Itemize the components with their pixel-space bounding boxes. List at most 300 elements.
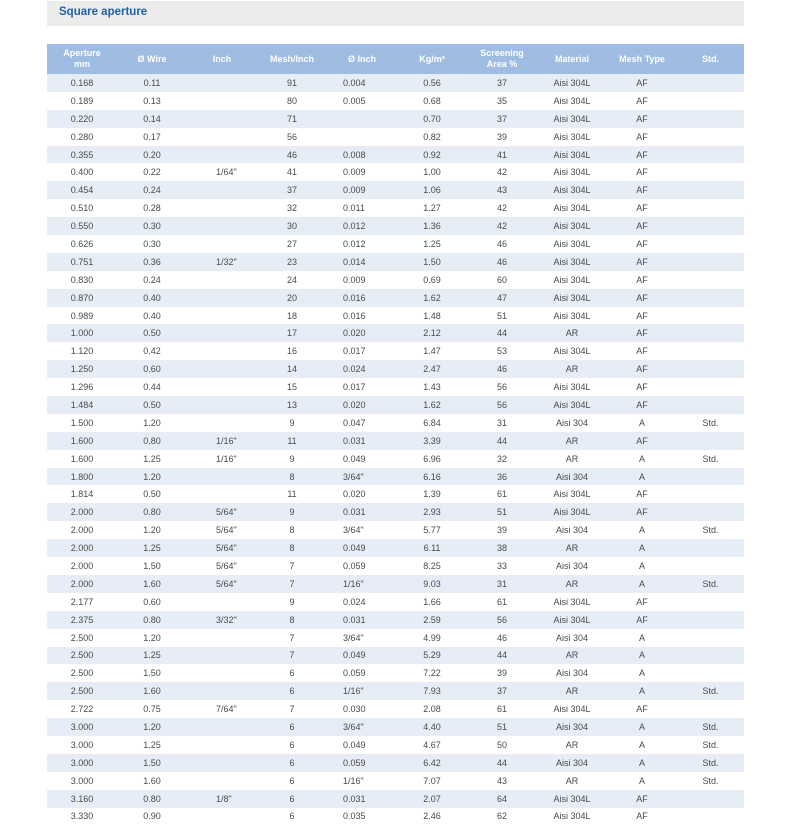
cell-mesh-type: AF bbox=[607, 396, 677, 414]
table-row bbox=[47, 271, 744, 289]
cell-inch bbox=[187, 378, 257, 396]
cell-aperture-mm: 0.626 bbox=[47, 235, 117, 253]
cell-mesh-per-inch: 9 bbox=[257, 503, 327, 521]
cell-material: Aisi 304L bbox=[537, 74, 607, 92]
cell-wire-inch: 0.049 bbox=[327, 450, 397, 468]
cell-mesh-type: A bbox=[607, 647, 677, 665]
cell-material: AR bbox=[537, 575, 607, 593]
table-row bbox=[47, 253, 744, 271]
cell-wire-inch: 0.004 bbox=[327, 74, 397, 92]
cell-standard bbox=[677, 253, 744, 271]
table-row bbox=[47, 647, 744, 665]
cell-standard bbox=[677, 163, 744, 181]
cell-screening-area: 44 bbox=[467, 324, 537, 342]
cell-standard bbox=[677, 468, 744, 486]
cell-inch: 1/8" bbox=[187, 790, 257, 808]
table-row bbox=[47, 163, 744, 181]
cell-wire-inch: 3/64" bbox=[327, 521, 397, 539]
cell-mesh-type: AF bbox=[607, 128, 677, 146]
cell-mesh-per-inch: 91 bbox=[257, 74, 327, 92]
cell-aperture-mm: 2.500 bbox=[47, 682, 117, 700]
cell-wire-inch: 0.009 bbox=[327, 181, 397, 199]
cell-wire-diameter: 1.20 bbox=[117, 414, 187, 432]
cell-aperture-mm: 0.355 bbox=[47, 146, 117, 164]
cell-standard: Std. bbox=[677, 575, 744, 593]
cell-mesh-type: A bbox=[607, 736, 677, 754]
cell-inch bbox=[187, 736, 257, 754]
cell-aperture-mm: 1.120 bbox=[47, 342, 117, 360]
column-header-wire-inch bbox=[327, 44, 397, 74]
cell-mesh-per-inch: 24 bbox=[257, 271, 327, 289]
cell-standard bbox=[677, 664, 744, 682]
cell-material: Aisi 304L bbox=[537, 611, 607, 629]
cell-mesh-type: AF bbox=[607, 808, 677, 826]
cell-material: AR bbox=[537, 539, 607, 557]
cell-screening-area: 31 bbox=[467, 414, 537, 432]
cell-mesh-type: AF bbox=[607, 307, 677, 325]
cell-mesh-type: AF bbox=[607, 217, 677, 235]
cell-wire-diameter: 1.20 bbox=[117, 521, 187, 539]
cell-aperture-mm: 2.500 bbox=[47, 664, 117, 682]
cell-aperture-mm: 2.000 bbox=[47, 503, 117, 521]
cell-material: Aisi 304L bbox=[537, 163, 607, 181]
cell-aperture-mm: 1.484 bbox=[47, 396, 117, 414]
cell-wire-inch: 0.031 bbox=[327, 503, 397, 521]
table-row bbox=[47, 754, 744, 772]
cell-mesh-per-inch: 20 bbox=[257, 289, 327, 307]
cell-material: Aisi 304L bbox=[537, 92, 607, 110]
cell-standard bbox=[677, 611, 744, 629]
cell-material: Aisi 304L bbox=[537, 790, 607, 808]
cell-material: Aisi 304L bbox=[537, 146, 607, 164]
table-row bbox=[47, 199, 744, 217]
cell-inch bbox=[187, 217, 257, 235]
cell-screening-area: 50 bbox=[467, 736, 537, 754]
cell-wire-diameter: 0.30 bbox=[117, 235, 187, 253]
cell-screening-area: 33 bbox=[467, 557, 537, 575]
cell-mesh-per-inch: 8 bbox=[257, 521, 327, 539]
table-row bbox=[47, 521, 744, 539]
cell-screening-area: 44 bbox=[467, 647, 537, 665]
cell-aperture-mm: 3.000 bbox=[47, 754, 117, 772]
cell-screening-area: 47 bbox=[467, 289, 537, 307]
cell-wire-inch: 0.016 bbox=[327, 289, 397, 307]
cell-aperture-mm: 2.375 bbox=[47, 611, 117, 629]
cell-screening-area: 56 bbox=[467, 396, 537, 414]
cell-mesh-type: A bbox=[607, 521, 677, 539]
cell-aperture-mm: 3.330 bbox=[47, 808, 117, 826]
cell-material: Aisi 304 bbox=[537, 718, 607, 736]
cell-kg-per-m2: 7.07 bbox=[397, 772, 467, 790]
cell-kg-per-m2: 0.92 bbox=[397, 146, 467, 164]
cell-material: AR bbox=[537, 324, 607, 342]
cell-material: Aisi 304L bbox=[537, 593, 607, 611]
cell-inch bbox=[187, 271, 257, 289]
cell-inch bbox=[187, 414, 257, 432]
table-row bbox=[47, 772, 744, 790]
cell-standard bbox=[677, 128, 744, 146]
cell-kg-per-m2: 1.39 bbox=[397, 485, 467, 503]
cell-kg-per-m2: 1.66 bbox=[397, 593, 467, 611]
cell-mesh-type: AF bbox=[607, 378, 677, 396]
table-row bbox=[47, 682, 744, 700]
cell-wire-inch: 0.011 bbox=[327, 199, 397, 217]
cell-wire-diameter: 1.25 bbox=[117, 450, 187, 468]
cell-material: Aisi 304L bbox=[537, 217, 607, 235]
cell-standard bbox=[677, 289, 744, 307]
cell-material: AR bbox=[537, 432, 607, 450]
cell-standard: Std. bbox=[677, 450, 744, 468]
cell-material: Aisi 304L bbox=[537, 503, 607, 521]
cell-mesh-per-inch: 15 bbox=[257, 378, 327, 396]
cell-screening-area: 36 bbox=[467, 468, 537, 486]
cell-kg-per-m2: 2.59 bbox=[397, 611, 467, 629]
cell-wire-diameter: 1.60 bbox=[117, 575, 187, 593]
table-row bbox=[47, 790, 744, 808]
cell-inch bbox=[187, 235, 257, 253]
cell-mesh-type: A bbox=[607, 539, 677, 557]
cell-material: Aisi 304 bbox=[537, 468, 607, 486]
table-row bbox=[47, 485, 744, 503]
cell-mesh-type: AF bbox=[607, 92, 677, 110]
cell-mesh-type: AF bbox=[607, 199, 677, 217]
cell-screening-area: 38 bbox=[467, 539, 537, 557]
cell-mesh-type: AF bbox=[607, 700, 677, 718]
table-row bbox=[47, 611, 744, 629]
cell-screening-area: 56 bbox=[467, 378, 537, 396]
cell-mesh-type: AF bbox=[607, 163, 677, 181]
cell-material: Aisi 304 bbox=[537, 414, 607, 432]
cell-standard bbox=[677, 360, 744, 378]
cell-wire-diameter: 0.50 bbox=[117, 396, 187, 414]
column-header-line: Ø Wire bbox=[137, 53, 167, 64]
cell-material: AR bbox=[537, 360, 607, 378]
cell-inch bbox=[187, 110, 257, 128]
table-row bbox=[47, 217, 744, 235]
cell-wire-diameter: 1.20 bbox=[117, 629, 187, 647]
cell-mesh-per-inch: 6 bbox=[257, 772, 327, 790]
cell-wire-diameter: 0.11 bbox=[117, 74, 187, 92]
cell-wire-inch: 0.024 bbox=[327, 360, 397, 378]
cell-mesh-type: AF bbox=[607, 790, 677, 808]
cell-standard bbox=[677, 74, 744, 92]
cell-mesh-per-inch: 23 bbox=[257, 253, 327, 271]
cell-mesh-per-inch: 9 bbox=[257, 450, 327, 468]
cell-aperture-mm: 2.177 bbox=[47, 593, 117, 611]
table-row bbox=[47, 181, 744, 199]
cell-wire-inch bbox=[327, 128, 397, 146]
cell-kg-per-m2: 0.82 bbox=[397, 128, 467, 146]
column-header-line: Ø Inch bbox=[347, 53, 376, 64]
cell-aperture-mm: 2.000 bbox=[47, 539, 117, 557]
cell-mesh-type: A bbox=[607, 629, 677, 647]
cell-kg-per-m2: 1.47 bbox=[397, 342, 467, 360]
cell-wire-inch: 0.059 bbox=[327, 557, 397, 575]
cell-inch: 1/16" bbox=[187, 432, 257, 450]
table-row bbox=[47, 289, 744, 307]
cell-mesh-per-inch: 7 bbox=[257, 629, 327, 647]
cell-mesh-per-inch: 11 bbox=[257, 432, 327, 450]
cell-material: Aisi 304L bbox=[537, 253, 607, 271]
cell-mesh-type: A bbox=[607, 772, 677, 790]
column-header-line: Area % bbox=[486, 59, 518, 69]
cell-inch bbox=[187, 74, 257, 92]
table-row bbox=[47, 736, 744, 754]
cell-inch bbox=[187, 718, 257, 736]
cell-wire-diameter: 1.60 bbox=[117, 772, 187, 790]
column-header-line: Inch bbox=[212, 53, 232, 64]
cell-wire-inch: 0.031 bbox=[327, 790, 397, 808]
cell-kg-per-m2: 4.67 bbox=[397, 736, 467, 754]
cell-screening-area: 56 bbox=[467, 611, 537, 629]
cell-mesh-type: AF bbox=[607, 289, 677, 307]
cell-inch bbox=[187, 324, 257, 342]
cell-aperture-mm: 2.000 bbox=[47, 521, 117, 539]
cell-aperture-mm: 0.751 bbox=[47, 253, 117, 271]
cell-aperture-mm: 0.989 bbox=[47, 307, 117, 325]
cell-mesh-per-inch: 16 bbox=[257, 342, 327, 360]
column-header-line: Kg/m² bbox=[419, 53, 445, 64]
cell-screening-area: 37 bbox=[467, 110, 537, 128]
table-row bbox=[47, 110, 744, 128]
cell-kg-per-m2: 9.03 bbox=[397, 575, 467, 593]
cell-mesh-per-inch: 6 bbox=[257, 736, 327, 754]
cell-screening-area: 41 bbox=[467, 146, 537, 164]
cell-wire-diameter: 0.36 bbox=[117, 253, 187, 271]
cell-wire-diameter: 0.24 bbox=[117, 271, 187, 289]
cell-mesh-type: AF bbox=[607, 74, 677, 92]
cell-inch bbox=[187, 593, 257, 611]
cell-standard: Std. bbox=[677, 754, 744, 772]
cell-mesh-type: A bbox=[607, 718, 677, 736]
cell-aperture-mm: 1.500 bbox=[47, 414, 117, 432]
cell-screening-area: 43 bbox=[467, 772, 537, 790]
cell-inch bbox=[187, 360, 257, 378]
cell-standard bbox=[677, 629, 744, 647]
cell-kg-per-m2: 0.56 bbox=[397, 74, 467, 92]
cell-inch: 7/64" bbox=[187, 700, 257, 718]
cell-kg-per-m2: 6.42 bbox=[397, 754, 467, 772]
cell-aperture-mm: 1.814 bbox=[47, 485, 117, 503]
cell-material: Aisi 304 bbox=[537, 629, 607, 647]
cell-screening-area: 44 bbox=[467, 754, 537, 772]
section-title-bar bbox=[47, 1, 744, 26]
column-header-material bbox=[537, 44, 607, 74]
cell-screening-area: 39 bbox=[467, 664, 537, 682]
column-header-line: Std. bbox=[702, 53, 719, 64]
cell-inch bbox=[187, 664, 257, 682]
cell-inch: 5/64" bbox=[187, 521, 257, 539]
cell-wire-inch: 0.059 bbox=[327, 754, 397, 772]
cell-standard bbox=[677, 271, 744, 289]
cell-inch: 1/64" bbox=[187, 163, 257, 181]
cell-mesh-type: A bbox=[607, 754, 677, 772]
cell-kg-per-m2: 5.77 bbox=[397, 521, 467, 539]
cell-inch bbox=[187, 485, 257, 503]
cell-standard bbox=[677, 647, 744, 665]
cell-kg-per-m2: 6.84 bbox=[397, 414, 467, 432]
table-row bbox=[47, 307, 744, 325]
cell-wire-diameter: 1.25 bbox=[117, 539, 187, 557]
cell-mesh-per-inch: 9 bbox=[257, 593, 327, 611]
cell-standard bbox=[677, 485, 744, 503]
cell-aperture-mm: 0.168 bbox=[47, 74, 117, 92]
column-header-line: Mesh/Inch bbox=[269, 53, 314, 64]
square-aperture-table bbox=[47, 44, 744, 825]
cell-material: Aisi 304 bbox=[537, 754, 607, 772]
cell-standard bbox=[677, 110, 744, 128]
cell-standard bbox=[677, 790, 744, 808]
column-header-wire-diameter bbox=[117, 44, 187, 74]
cell-mesh-per-inch: 8 bbox=[257, 468, 327, 486]
cell-mesh-per-inch: 6 bbox=[257, 718, 327, 736]
cell-wire-inch: 0.049 bbox=[327, 736, 397, 754]
cell-mesh-type: AF bbox=[607, 324, 677, 342]
cell-screening-area: 39 bbox=[467, 128, 537, 146]
cell-standard: Std. bbox=[677, 772, 744, 790]
cell-standard bbox=[677, 503, 744, 521]
cell-mesh-per-inch: 32 bbox=[257, 199, 327, 217]
table-row bbox=[47, 342, 744, 360]
cell-wire-inch: 0.020 bbox=[327, 324, 397, 342]
cell-inch: 1/32" bbox=[187, 253, 257, 271]
cell-aperture-mm: 2.722 bbox=[47, 700, 117, 718]
cell-aperture-mm: 2.500 bbox=[47, 647, 117, 665]
cell-wire-diameter: 0.40 bbox=[117, 307, 187, 325]
cell-inch bbox=[187, 146, 257, 164]
cell-mesh-type: AF bbox=[607, 271, 677, 289]
cell-kg-per-m2: 6.11 bbox=[397, 539, 467, 557]
cell-screening-area: 32 bbox=[467, 450, 537, 468]
column-header-mesh-type bbox=[607, 44, 677, 74]
cell-material: Aisi 304L bbox=[537, 235, 607, 253]
column-header-line: Aperture bbox=[63, 48, 101, 58]
section-title: Square aperture bbox=[59, 6, 148, 18]
cell-inch: 1/16" bbox=[187, 450, 257, 468]
cell-mesh-per-inch: 46 bbox=[257, 146, 327, 164]
cell-mesh-type: A bbox=[607, 468, 677, 486]
table-header bbox=[47, 44, 744, 74]
cell-wire-diameter: 1.60 bbox=[117, 682, 187, 700]
cell-kg-per-m2: 1.00 bbox=[397, 163, 467, 181]
cell-material: Aisi 304L bbox=[537, 808, 607, 826]
column-header-aperture-mm bbox=[47, 44, 117, 74]
cell-wire-inch: 0.009 bbox=[327, 271, 397, 289]
table-row bbox=[47, 539, 744, 557]
cell-kg-per-m2: 0.68 bbox=[397, 92, 467, 110]
cell-wire-diameter: 0.50 bbox=[117, 485, 187, 503]
cell-wire-inch: 0.047 bbox=[327, 414, 397, 432]
cell-wire-diameter: 0.24 bbox=[117, 181, 187, 199]
column-header-mesh-per-inch bbox=[257, 44, 327, 74]
table-row bbox=[47, 378, 744, 396]
cell-kg-per-m2: 0.69 bbox=[397, 271, 467, 289]
cell-wire-inch: 0.030 bbox=[327, 700, 397, 718]
cell-kg-per-m2: 8.25 bbox=[397, 557, 467, 575]
cell-screening-area: 37 bbox=[467, 682, 537, 700]
cell-wire-diameter: 0.30 bbox=[117, 217, 187, 235]
cell-inch bbox=[187, 629, 257, 647]
table-row bbox=[47, 450, 744, 468]
cell-aperture-mm: 0.830 bbox=[47, 271, 117, 289]
cell-mesh-per-inch: 6 bbox=[257, 664, 327, 682]
cell-mesh-type: AF bbox=[607, 485, 677, 503]
cell-mesh-per-inch: 27 bbox=[257, 235, 327, 253]
cell-wire-diameter: 0.75 bbox=[117, 700, 187, 718]
cell-material: AR bbox=[537, 647, 607, 665]
cell-kg-per-m2: 6.16 bbox=[397, 468, 467, 486]
cell-aperture-mm: 3.000 bbox=[47, 736, 117, 754]
cell-mesh-type: A bbox=[607, 414, 677, 432]
cell-standard bbox=[677, 307, 744, 325]
cell-material: Aisi 304 bbox=[537, 521, 607, 539]
cell-screening-area: 31 bbox=[467, 575, 537, 593]
cell-mesh-type: AF bbox=[607, 593, 677, 611]
cell-kg-per-m2: 2.07 bbox=[397, 790, 467, 808]
cell-screening-area: 46 bbox=[467, 235, 537, 253]
cell-wire-inch: 0.014 bbox=[327, 253, 397, 271]
cell-mesh-per-inch: 6 bbox=[257, 682, 327, 700]
cell-wire-diameter: 0.80 bbox=[117, 790, 187, 808]
cell-wire-inch: 0.031 bbox=[327, 432, 397, 450]
column-header-line: Mesh Type bbox=[619, 53, 665, 64]
column-header-standard bbox=[677, 44, 744, 74]
cell-wire-diameter: 1.25 bbox=[117, 647, 187, 665]
cell-screening-area: 46 bbox=[467, 629, 537, 647]
cell-aperture-mm: 2.000 bbox=[47, 557, 117, 575]
header-row bbox=[47, 44, 744, 74]
cell-wire-inch: 0.012 bbox=[327, 235, 397, 253]
table-row bbox=[47, 74, 744, 92]
column-header-line: Material bbox=[554, 53, 589, 64]
cell-screening-area: 44 bbox=[467, 432, 537, 450]
cell-screening-area: 51 bbox=[467, 503, 537, 521]
table-row bbox=[47, 503, 744, 521]
cell-mesh-per-inch: 80 bbox=[257, 92, 327, 110]
cell-wire-inch: 0.020 bbox=[327, 396, 397, 414]
column-header-inch bbox=[187, 44, 257, 74]
cell-wire-diameter: 0.60 bbox=[117, 360, 187, 378]
cell-wire-diameter: 0.40 bbox=[117, 289, 187, 307]
cell-kg-per-m2: 2.93 bbox=[397, 503, 467, 521]
cell-aperture-mm: 1.250 bbox=[47, 360, 117, 378]
cell-material: AR bbox=[537, 772, 607, 790]
cell-material: Aisi 304L bbox=[537, 128, 607, 146]
cell-kg-per-m2: 2.12 bbox=[397, 324, 467, 342]
table-body bbox=[47, 74, 744, 825]
table-row bbox=[47, 593, 744, 611]
cell-screening-area: 61 bbox=[467, 700, 537, 718]
cell-standard bbox=[677, 593, 744, 611]
cell-standard bbox=[677, 199, 744, 217]
cell-mesh-type: A bbox=[607, 557, 677, 575]
cell-mesh-per-inch: 7 bbox=[257, 557, 327, 575]
cell-mesh-per-inch: 30 bbox=[257, 217, 327, 235]
cell-aperture-mm: 0.400 bbox=[47, 163, 117, 181]
cell-mesh-per-inch: 11 bbox=[257, 485, 327, 503]
cell-inch bbox=[187, 682, 257, 700]
cell-material: Aisi 304L bbox=[537, 396, 607, 414]
cell-aperture-mm: 0.510 bbox=[47, 199, 117, 217]
cell-standard bbox=[677, 342, 744, 360]
cell-inch: 5/64" bbox=[187, 503, 257, 521]
cell-wire-diameter: 0.60 bbox=[117, 593, 187, 611]
cell-mesh-per-inch: 7 bbox=[257, 575, 327, 593]
column-header-line: mm bbox=[73, 59, 90, 69]
cell-mesh-per-inch: 6 bbox=[257, 754, 327, 772]
cell-wire-inch: 0.020 bbox=[327, 485, 397, 503]
cell-screening-area: 51 bbox=[467, 307, 537, 325]
